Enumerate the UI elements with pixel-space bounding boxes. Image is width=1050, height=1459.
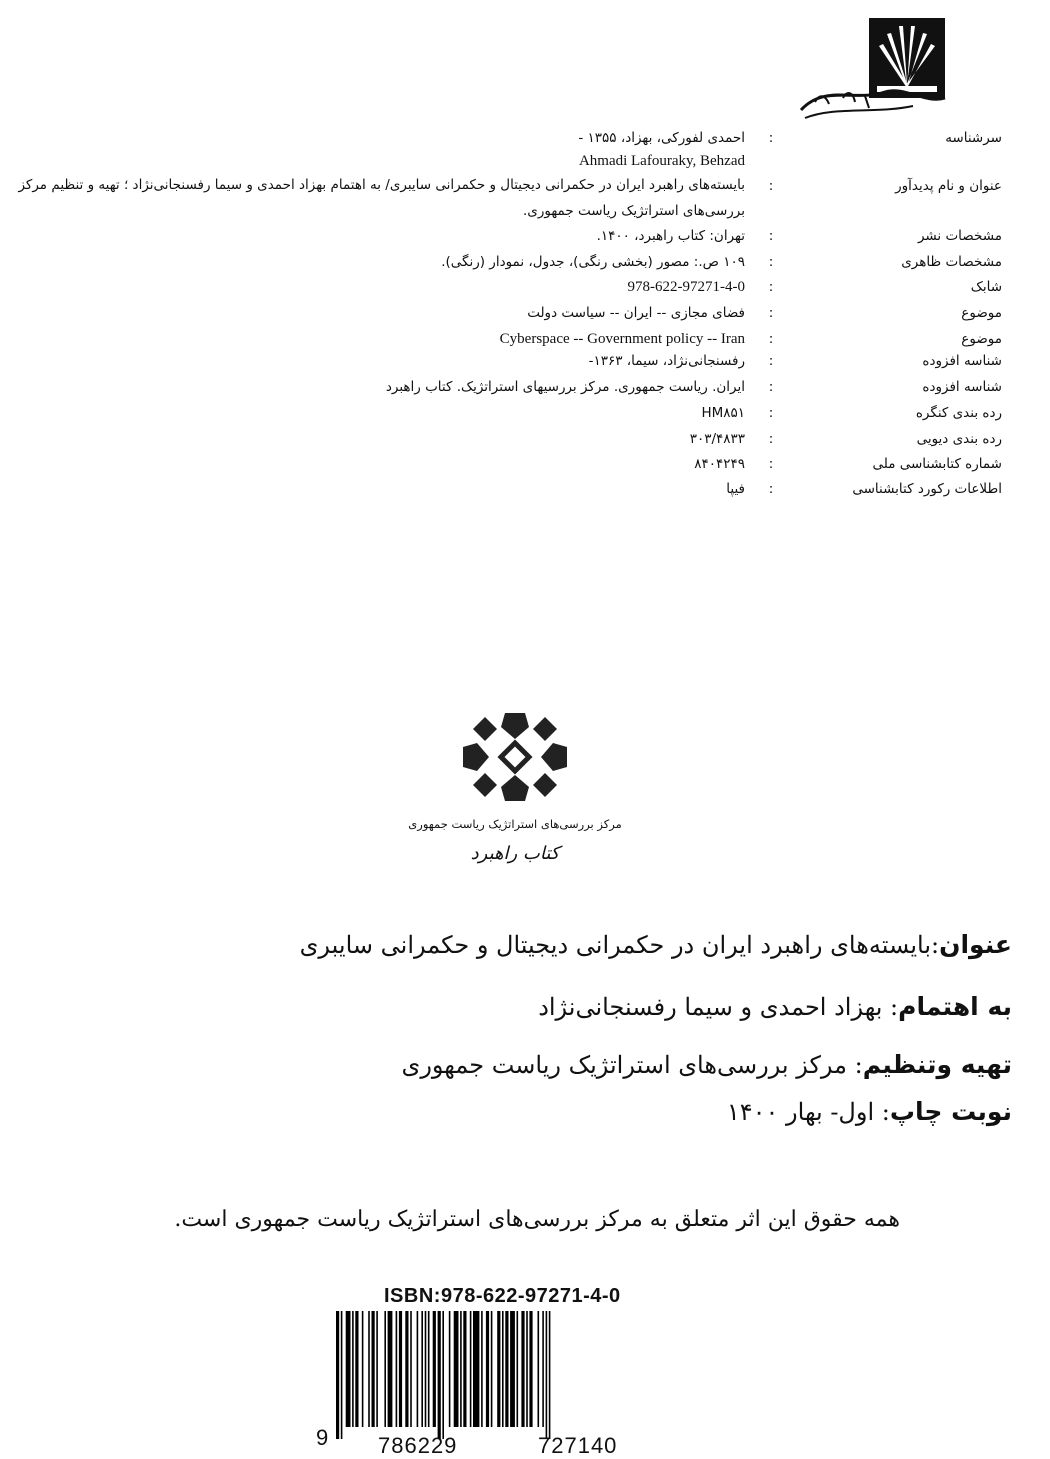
barcode-bar: [384, 1311, 386, 1427]
cip-label: شناسه افزوده: [922, 379, 1002, 395]
cip-row: [0, 405, 1050, 431]
publisher-logo: [400, 705, 630, 885]
barcode-bar: [396, 1311, 398, 1427]
isbn-barcode: [312, 1285, 672, 1459]
barcode-bar: [521, 1311, 524, 1427]
barcode-bar: [376, 1311, 378, 1427]
cip-value: ایران. ریاست جمهوری. مرکز بررسیهای استراتژیک. کتاب راهبرد: [385, 379, 745, 395]
cip-row: [0, 254, 1050, 280]
barcode-bar: [460, 1311, 462, 1427]
credit-label: عنوان: [939, 930, 1012, 959]
credit-prepared-by: [32, 1050, 1012, 1079]
publisher-imprint: کتاب راهبرد: [470, 843, 560, 864]
credit-value: : بهزاد احمدی و سیما رفسنجانی‌نژاد: [538, 993, 899, 1021]
cip-value: ۳۰۳/۴۸۳۳: [689, 431, 745, 447]
cip-colon: :: [768, 279, 774, 295]
barcode-lead-digit: 9: [316, 1425, 329, 1450]
cip-colon: :: [768, 130, 774, 146]
library-emblem-icon: [795, 14, 955, 124]
cip-row: [0, 431, 1050, 457]
copyright-notice: همه حقوق این اثر متعلق به مرکز بررسی‌های استراتژیک ریاست جمهوری است.: [174, 1207, 900, 1232]
cip-colon: :: [768, 405, 774, 421]
cip-label: مشخصات ظاهری: [901, 254, 1002, 270]
barcode-bar: [405, 1311, 408, 1427]
barcode-bar: [526, 1311, 528, 1427]
cip-value: فیپا: [726, 481, 745, 497]
cip-value: احمدی لفورکی، بهزاد، ۱۳۵۵ -: [578, 130, 745, 146]
credit-value: :بایسته‌های راهبرد ایران در حکمرانی دیجیتال و حکمرانی سایبری: [299, 931, 940, 959]
cip-row: [0, 456, 1050, 482]
cip-row: [0, 228, 1050, 254]
barcode-bar: [355, 1311, 358, 1427]
cip-colon: :: [768, 379, 774, 395]
cip-value: ۱۰۹ ص.: مصور (بخشی رنگی)، جدول، نمودار (رنگی).: [441, 254, 745, 270]
barcode-bar: [470, 1311, 472, 1427]
cip-label: مشخصات نشر: [917, 228, 1002, 244]
barcode-bar: [510, 1311, 515, 1427]
cip-colon: :: [768, 456, 774, 472]
credit-edition: [32, 1097, 1012, 1126]
cip-row: [0, 353, 1050, 379]
credit-title: [32, 930, 1012, 959]
cip-colon: :: [768, 254, 774, 270]
cip-value: بایسته‌های راهبرد ایران در حکمرانی دیجیتال و حکمرانی سایبری/ به اهتمام بهزاد احمدی و سیما رفسنجانی‌نژاد ؛ تهیه و تنظیم مرکز بررسی‌های استراتژیک ریاست جمهوری.: [18, 177, 745, 219]
barcode-bar: [433, 1311, 436, 1427]
barcode-bar: [421, 1311, 423, 1427]
barcode-bar: [538, 1311, 540, 1427]
cip-label: شماره کتابشناسی ملی: [872, 456, 1002, 472]
cip-colon: :: [768, 431, 774, 447]
barcode-bar: [481, 1311, 483, 1427]
cip-label: سرشناسه: [945, 130, 1002, 146]
barcode-bar: [491, 1311, 493, 1427]
barcode-bar: [449, 1311, 451, 1427]
cip-colon: :: [768, 481, 774, 497]
barcode-bar: [442, 1311, 444, 1439]
barcode-bar: [346, 1311, 351, 1427]
credit-editors: [32, 992, 1012, 1021]
cip-label: عنوان و نام پدیدآور: [895, 178, 1002, 194]
barcode-bar: [497, 1311, 500, 1427]
barcode-bar: [425, 1311, 427, 1427]
credit-label: تهیه وتنظیم: [862, 1050, 1012, 1079]
barcode-bar: [502, 1311, 504, 1427]
cip-colon: :: [768, 178, 774, 194]
barcode-bar: [410, 1311, 412, 1427]
cip-colon: :: [768, 228, 774, 244]
barcode-bar: [473, 1311, 479, 1427]
barcode-bar: [542, 1311, 544, 1427]
cip-row: [0, 305, 1050, 331]
barcode-bar: [368, 1311, 370, 1427]
cip-value: رفسنجانی‌نژاد، سیما، ۱۳۶۳-: [588, 353, 745, 369]
barcode-bar: [517, 1311, 519, 1427]
barcode-bar: [486, 1311, 489, 1427]
barcode-bar: [549, 1311, 551, 1439]
barcode-bar: [362, 1311, 364, 1427]
barcode-bar: [417, 1311, 419, 1427]
barcode-bar: [428, 1311, 430, 1427]
national-library-logo: [795, 14, 955, 124]
barcode-bar: [546, 1311, 548, 1439]
isbn-label: ISBN:978-622-97271-4-0: [384, 1285, 621, 1307]
cip-label: اطلاعات رکورد کتابشناسی: [852, 481, 1002, 497]
barcode-bar: [529, 1311, 532, 1427]
publisher-name: مرکز بررسی‌های استراتژیک ریاست جمهوری: [408, 817, 622, 831]
cip-label: موضوع: [961, 305, 1002, 321]
barcode-bar: [352, 1311, 354, 1427]
cip-value: HM۸۵۱: [701, 405, 745, 421]
cip-label: رده بندی دیویی: [916, 431, 1002, 447]
cip-value: ۸۴۰۴۲۴۹: [694, 456, 745, 472]
barcode-bar: [463, 1311, 466, 1427]
barcode-bar: [399, 1311, 402, 1427]
barcode-bar: [336, 1311, 339, 1439]
cip-label: شابک: [970, 279, 1002, 295]
cip-label: رده بندی کنگره: [915, 405, 1002, 421]
cip-value: فضای مجازی -- ایران -- سیاست دولت: [527, 305, 745, 321]
publisher-emblem-icon: [400, 705, 630, 813]
cip-row: [0, 481, 1050, 507]
credit-value: : اول- بهار ۱۴۰۰: [726, 1098, 890, 1126]
cip-label: شناسه افزوده: [922, 353, 1002, 369]
cip-colon: :: [768, 353, 774, 369]
credit-label: به اهتمام: [898, 992, 1012, 1021]
cip-value: تهران: کتاب راهبرد، ۱۴۰۰.: [596, 228, 745, 244]
barcode-bar: [438, 1311, 441, 1439]
cip-colon: :: [768, 331, 774, 347]
barcode-bar: [388, 1311, 393, 1427]
cip-row: [0, 279, 1050, 305]
barcode-bar: [505, 1311, 508, 1427]
barcode-bar: [341, 1311, 343, 1439]
cip-row: [0, 379, 1050, 405]
cip-label: موضوع: [961, 331, 1002, 347]
barcode-bar: [454, 1311, 459, 1427]
barcode-bar: [372, 1311, 375, 1427]
barcode-left-digits: 786229: [378, 1433, 458, 1458]
cip-value: Cyberspace -- Government policy -- Iran: [499, 331, 745, 347]
barcode-right-digits: 727140: [538, 1433, 618, 1458]
cip-value: 978-622-97271-4-0: [627, 279, 745, 295]
cip-value: Ahmadi Lafouraky, Behzad: [578, 153, 745, 169]
barcode-bars: [336, 1311, 668, 1439]
cip-row: [0, 178, 1050, 230]
credit-label: نوبت چاپ: [889, 1097, 1012, 1126]
credit-value: : مرکز بررسی‌های استراتژیک ریاست جمهوری: [401, 1051, 863, 1079]
cip-colon: :: [768, 305, 774, 321]
